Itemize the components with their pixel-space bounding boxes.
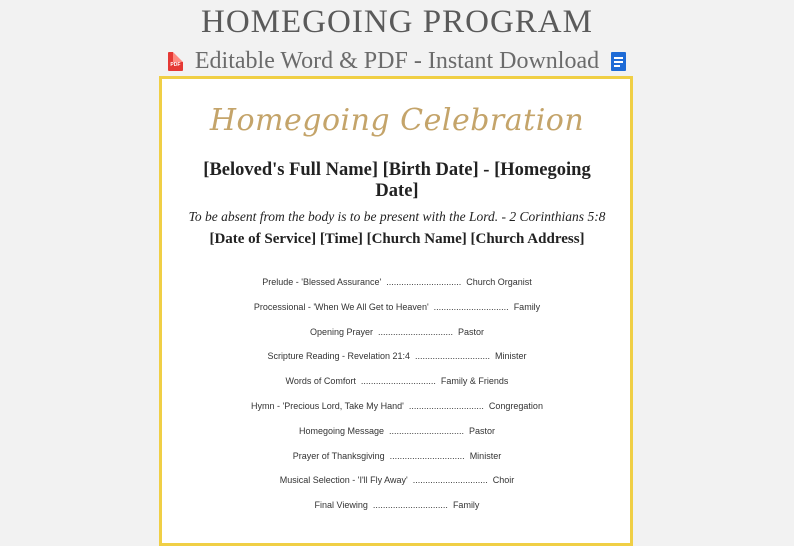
item-name: Processional - 'When We All Get to Heaven'	[253, 301, 429, 312]
subtitle-text: Editable Word & PDF - Instant Download	[194, 47, 600, 74]
item-performer: Minister	[469, 450, 502, 461]
list-item	[0, 475, 794, 500]
item-performer: Congregation	[488, 400, 543, 411]
leader-dots: ..............................	[412, 475, 488, 486]
item-name: Opening Prayer	[309, 326, 373, 337]
leader-dots: ..............................	[415, 351, 491, 362]
name-and-dates: [Beloved's Full Name] [Birth Date] - [Homegoing Date]	[203, 160, 591, 201]
list-item	[0, 426, 794, 451]
item-name: Prelude - 'Blessed Assurance'	[262, 277, 382, 287]
list-item	[0, 302, 794, 327]
item-name: Hymn - 'Precious Lord, Take My Hand'	[251, 400, 404, 411]
scripture-verse: To be absent from the body is to be present with the Lord. - 2 Corinthians 5:8	[188, 209, 606, 224]
order-of-service	[0, 277, 794, 525]
item-performer: Family	[513, 301, 541, 312]
item-performer: Minister	[495, 351, 527, 362]
pdf-icon	[168, 52, 183, 71]
item-name: Homegoing Message	[298, 425, 385, 436]
list-item	[0, 351, 794, 376]
item-performer: Family & Friends	[440, 376, 509, 387]
list-item	[0, 500, 794, 525]
leader-dots: ..............................	[389, 425, 465, 436]
item-performer: Choir	[492, 475, 515, 486]
list-item	[0, 376, 794, 401]
leader-dots: ..............................	[378, 326, 454, 337]
list-item	[0, 327, 794, 352]
script-title: Homegoing Celebration	[209, 103, 585, 138]
item-performer: Pastor	[469, 425, 496, 436]
item-performer: Family	[452, 500, 480, 511]
item-name: Final Viewing	[314, 500, 368, 511]
leader-dots: ..............................	[433, 301, 509, 312]
subtitle-row	[0, 47, 794, 75]
item-name: Words of Comfort	[285, 376, 356, 387]
item-name: Musical Selection - 'I'll Fly Away'	[279, 475, 408, 486]
leader-dots: ..............................	[389, 450, 465, 461]
list-item	[0, 451, 794, 476]
service-details: [Date of Service] [Time] [Church Name] [Church Address]	[209, 231, 585, 247]
item-performer: Pastor	[458, 326, 485, 337]
leader-dots: ..............................	[408, 400, 484, 411]
item-name: Scripture Reading - Revelation 21:4	[267, 351, 411, 362]
page-title: HOMEGOING PROGRAM	[201, 4, 593, 40]
leader-dots: ..............................	[386, 277, 462, 287]
leader-dots: ..............................	[360, 376, 436, 387]
list-item	[0, 401, 794, 426]
item-performer: Church Organist	[466, 277, 532, 287]
list-item	[0, 277, 794, 302]
leader-dots: ..............................	[372, 500, 448, 511]
pdf-icon-label: PDF	[170, 61, 181, 68]
word-doc-icon	[611, 52, 626, 71]
item-name: Prayer of Thanksgiving	[292, 450, 385, 461]
